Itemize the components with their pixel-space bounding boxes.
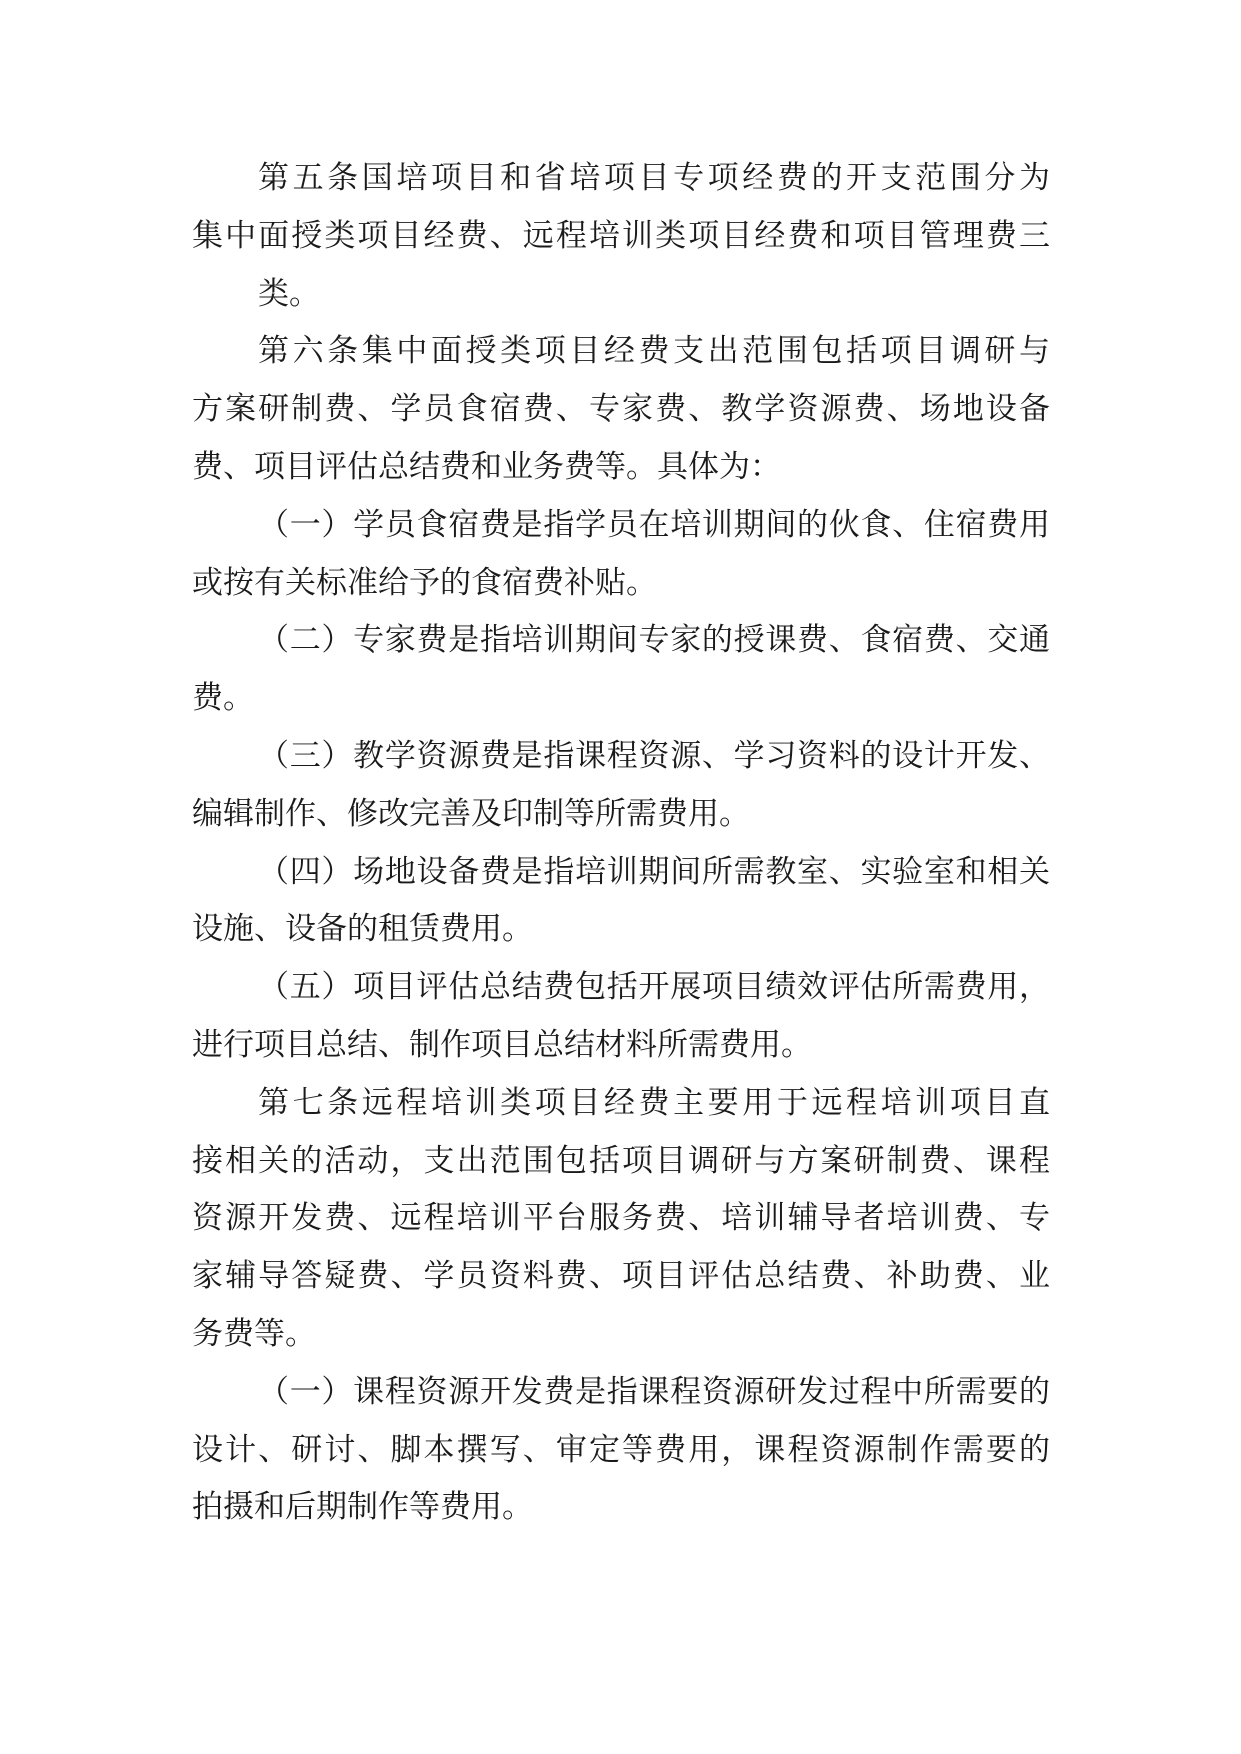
text-line: 费、项目评估总结费和业务费等。具体为： xyxy=(192,448,781,485)
text-line: 设施、设备的租赁费用。 xyxy=(192,911,533,948)
text-line: （二）专家费是指培训期间专家的授课费、食宿费、交通 xyxy=(258,622,1050,659)
text-line: （三）教学资源费是指课程资源、学习资料的设计开发、 xyxy=(258,737,1050,774)
text-line: 家辅导答疑费、学员资料费、项目评估总结费、补助费、业 xyxy=(192,1258,1050,1295)
text-line: （五）项目评估总结费包括开展项目绩效评估所需费用， xyxy=(258,969,1050,1006)
text-line: 费。 xyxy=(192,680,254,717)
text-line: 设计、研讨、脚本撰写、审定等费用，课程资源制作需要的 xyxy=(192,1431,1050,1468)
text-line: 集中面授类项目经费、远程培训类项目经费和项目管理费三 xyxy=(192,217,1050,254)
text-line: 资源开发费、远程培训平台服务费、培训辅导者培训费、专 xyxy=(192,1200,1050,1237)
text-line: 编辑制作、修改完善及印制等所需费用。 xyxy=(192,795,750,832)
text-line: 类。 xyxy=(258,275,320,312)
text-line: （四）场地设备费是指培训期间所需教室、实验室和相关 xyxy=(258,853,1050,890)
text-line: 或按有关标准给予的食宿费补贴。 xyxy=(192,564,657,601)
text-line: 第七条远程培训类项目经费主要用于远程培训项目直 xyxy=(258,1084,1050,1121)
text-line: （一）课程资源开发费是指课程资源研发过程中所需要的 xyxy=(258,1373,1050,1410)
text-line: 拍摄和后期制作等费用。 xyxy=(192,1489,533,1526)
text-line: 第六条集中面授类项目经费支出范围包括项目调研与 xyxy=(258,333,1050,370)
text-line: 务费等。 xyxy=(192,1315,316,1352)
body-text xyxy=(192,150,1050,1537)
text-line: （一）学员食宿费是指学员在培训期间的伙食、住宿费用 xyxy=(258,506,1050,543)
text-line: 第五条国培项目和省培项目专项经费的开支范围分为 xyxy=(258,160,1050,196)
text-line: 进行项目总结、制作项目总结材料所需费用。 xyxy=(192,1026,812,1063)
text-line: 接相关的活动，支出范围包括项目调研与方案研制费、课程 xyxy=(192,1142,1050,1179)
text-line: 方案研制费、学员食宿费、专家费、教学资源费、场地设备 xyxy=(192,391,1050,428)
